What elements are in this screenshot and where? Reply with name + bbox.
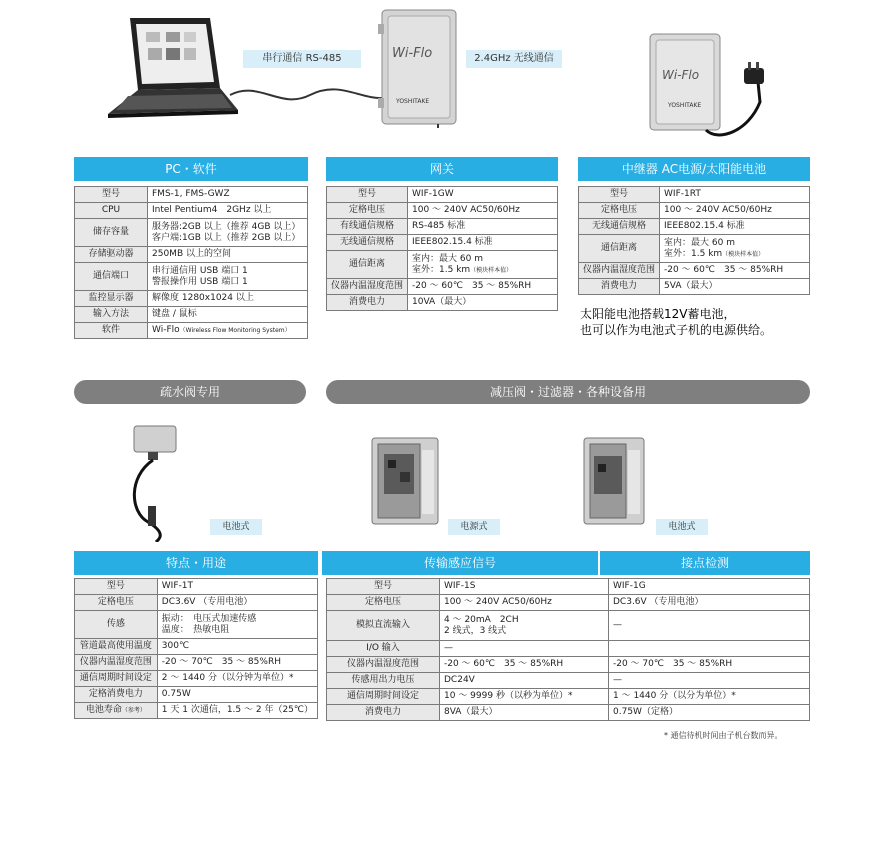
sensor-value: -20 ～ 60℃ 35 ～ 85%RH — [440, 657, 609, 673]
table-row — [327, 187, 558, 203]
relay-image — [648, 32, 772, 142]
spec-value: -20 ～ 60℃ 35 ～ 85%RH — [660, 263, 810, 279]
sensor-value: — — [440, 641, 609, 657]
sensor-contact-spec-table — [326, 578, 810, 721]
spec-key: 通信距离 — [327, 251, 408, 279]
spec-key: 储存容量 — [75, 219, 148, 247]
spec-value: WIF-1RT — [660, 187, 810, 203]
table-row — [75, 579, 318, 595]
spec-key: 型号 — [75, 187, 148, 203]
table-row — [75, 595, 318, 611]
trap-section-pill: 疏水阀专用 — [74, 380, 306, 404]
table-row — [327, 219, 558, 235]
spec-value: 室内：最大 60 m 室外：1.5 km（模块样本值） — [408, 251, 558, 279]
table-row — [75, 263, 308, 291]
pc-header: PC・软件 — [74, 157, 308, 181]
spec-value: 2 ～ 1440 分（以分钟为单位）* — [157, 671, 317, 687]
spec-key: 仪器内温湿度范围 — [579, 263, 660, 279]
spec-value: 解像度 1280x1024 以上 — [148, 291, 308, 307]
spec-key: 无线通信规格 — [327, 235, 408, 251]
spec-key: 仪器内温湿度范围 — [327, 657, 440, 673]
spec-key-note: （参考） — [121, 707, 146, 714]
spec-value: RS-485 标准 — [408, 219, 558, 235]
footnote: * 通信待机时间由子机台数而异。 — [664, 731, 783, 740]
table-row — [327, 235, 558, 251]
battery-unit-image — [582, 436, 646, 528]
spec-key: 型号 — [327, 187, 408, 203]
spec-key: 传感用出力电压 — [327, 673, 440, 689]
spec-value: 0.75W — [157, 687, 317, 703]
spec-key: 有线通信规格 — [327, 219, 408, 235]
spec-value: WIF-1GW — [408, 187, 558, 203]
spec-value: 100 ～ 240V AC50/60Hz — [408, 203, 558, 219]
spec-key: 无线通信规格 — [579, 219, 660, 235]
table-row — [327, 595, 810, 611]
gateway-brand: YOSHITAKE — [396, 98, 430, 105]
gateway-logo: Wi-Flo — [392, 46, 433, 61]
spec-key: 定格电压 — [579, 203, 660, 219]
spec-key: 传感 — [75, 611, 158, 639]
spec-key: 软件 — [75, 323, 148, 339]
spec-value: 1 天 1 次通信，1.5 ～ 2 年（25℃） — [157, 703, 317, 719]
spec-key: 消费电力 — [327, 295, 408, 311]
contact-value: — — [609, 673, 810, 689]
table-row — [75, 611, 318, 639]
contact-value: 0.75W（定格） — [609, 705, 810, 721]
gateway-spec-table — [326, 186, 558, 311]
spec-key: 定格电压 — [327, 203, 408, 219]
table-row — [327, 657, 810, 673]
spec-value: -20 ～ 60℃ 35 ～ 85%RH — [408, 279, 558, 295]
spec-value: 10VA（最大） — [408, 295, 558, 311]
contact-value: -20 ～ 70℃ 35 ～ 85%RH — [609, 657, 810, 673]
spec-key: 模拟直流输入 — [327, 611, 440, 641]
table-row — [327, 705, 810, 721]
spec-key: 监控显示器 — [75, 291, 148, 307]
table-row — [75, 219, 308, 247]
table-row — [327, 203, 558, 219]
spec-key: 定格电压 — [75, 595, 158, 611]
rs485-cable — [220, 70, 390, 130]
power-label: 电源式 — [448, 519, 500, 535]
spec-key: 管道最高使用温度 — [75, 639, 158, 655]
rs485-label: 串行通信 RS-485 — [243, 50, 361, 68]
power-unit-image — [370, 436, 440, 528]
battery-label-2: 电池式 — [656, 519, 708, 535]
table-row — [327, 673, 810, 689]
spec-key: 型号 — [75, 579, 158, 595]
table-row — [75, 187, 308, 203]
spec-value: 振动： 电压式加速传感 温度： 热敏电阻 — [157, 611, 317, 639]
spec-key: 型号 — [327, 579, 440, 595]
table-row — [579, 187, 810, 203]
table-row — [579, 235, 810, 263]
gateway-header: 网关 — [326, 157, 558, 181]
contact-value: — — [609, 611, 810, 641]
spec-value: 250MB 以上的空间 — [148, 247, 308, 263]
spec-key: 型号 — [579, 187, 660, 203]
contact-header: 接点检测 — [600, 551, 810, 575]
table-row — [75, 203, 308, 219]
spec-value: 室内：最大 60 m 室外：1.5 km（模块样本值） — [660, 235, 810, 263]
sensor-value: 100 ～ 240V AC50/60Hz — [440, 595, 609, 611]
spec-value: WIF-1T — [157, 579, 317, 595]
table-row — [327, 689, 810, 705]
wireless-label: 2.4GHz 无线通信 — [466, 50, 562, 68]
spec-key: 定格电压 — [327, 595, 440, 611]
sensor-value: DC24V — [440, 673, 609, 689]
spec-key: 通信周期时间设定 — [327, 689, 440, 705]
sensor-header: 传输感应信号 — [322, 551, 598, 575]
spec-value: 5VA（最大） — [660, 279, 810, 295]
contact-value: DC3.6V （专用电池） — [609, 595, 810, 611]
spec-key: 输入方法 — [75, 307, 148, 323]
spec-value: Intel Pentium4 2GHz 以上 — [148, 203, 308, 219]
relay-header: 中继器 AC电源/太阳能电池 — [578, 157, 810, 181]
sensor-value: 8VA（最大） — [440, 705, 609, 721]
table-row — [579, 263, 810, 279]
table-row — [75, 307, 308, 323]
spec-key: 定格消费电力 — [75, 687, 158, 703]
spec-key: 消费电力 — [327, 705, 440, 721]
battery-label-1: 电池式 — [210, 519, 262, 535]
relay-solar-note: 太阳能电池搭载12V蓄电池， 也可以作为电池式子机的电源供给。 — [580, 307, 773, 337]
spec-key: 仪器内温湿度范围 — [75, 655, 158, 671]
trap-sensor-image — [128, 422, 198, 542]
table-row — [75, 703, 318, 719]
spec-key: 存储驱动器 — [75, 247, 148, 263]
table-row — [75, 687, 318, 703]
pc-spec-table — [74, 186, 308, 339]
table-row — [327, 579, 810, 595]
spec-value: IEEE802.15.4 标准 — [408, 235, 558, 251]
spec-value-note: （Wireless Flow Monitoring System） — [179, 327, 291, 334]
spec-value: -20 ～ 70℃ 35 ～ 85%RH — [157, 655, 317, 671]
spec-key: 电池寿命（参考） — [75, 703, 158, 719]
table-row — [327, 279, 558, 295]
spec-value: 服务器:2GB 以上（推荐 4GB 以上） 客户端:1GB 以上（推荐 2GB 以上） — [148, 219, 308, 247]
spec-value: 300℃ — [157, 639, 317, 655]
sensor-value: 4 ～ 20mA 2CH 2 线式，3 线式 — [440, 611, 609, 641]
spec-key: 通信距离 — [579, 235, 660, 263]
spec-key: I/O 输入 — [327, 641, 440, 657]
table-row — [327, 641, 810, 657]
table-row — [75, 639, 318, 655]
sensor-value: 10 ～ 9999 秒（以秒为单位）* — [440, 689, 609, 705]
spec-key: 消费电力 — [579, 279, 660, 295]
table-row — [75, 323, 308, 339]
contact-value: 1 ～ 1440 分（以分为单位）* — [609, 689, 810, 705]
table-row — [327, 251, 558, 279]
sensor-value: WIF-1S — [440, 579, 609, 595]
table-row — [75, 655, 318, 671]
table-row — [579, 279, 810, 295]
relay-spec-table — [578, 186, 810, 295]
relay-brand: YOSHITAKE — [668, 102, 702, 109]
table-row — [75, 671, 318, 687]
spec-value: 键盘 / 鼠标 — [148, 307, 308, 323]
table-row — [327, 611, 810, 641]
spec-value: 串行通信用 USB 端口 1 警报操作用 USB 端口 1 — [148, 263, 308, 291]
laptop-image — [100, 10, 240, 122]
features-header: 特点・用途 — [74, 551, 318, 575]
relay-logo: Wi-Flo — [662, 68, 700, 82]
table-row — [579, 219, 810, 235]
gateway-image — [378, 8, 460, 128]
spec-value: FMS-1, FMS-GWZ — [148, 187, 308, 203]
table-row — [75, 247, 308, 263]
spec-value-note: （模块样本值） — [722, 250, 765, 258]
spec-key: CPU — [75, 203, 148, 219]
spec-value-note: （模块样本值） — [470, 266, 513, 274]
valves-section-pill: 减压阀・过滤器・各种设备用 — [326, 380, 810, 404]
spec-key: 仪器内温湿度范围 — [327, 279, 408, 295]
spec-value: DC3.6V （专用电池） — [157, 595, 317, 611]
spec-value: 100 ～ 240V AC50/60Hz — [660, 203, 810, 219]
table-row — [579, 203, 810, 219]
contact-value: WIF-1G — [609, 579, 810, 595]
spec-key: 通信端口 — [75, 263, 148, 291]
spec-value: IEEE802.15.4 标准 — [660, 219, 810, 235]
table-row — [75, 291, 308, 307]
spec-value: Wi-Flo（Wireless Flow Monitoring System） — [148, 323, 308, 339]
table-row — [327, 295, 558, 311]
trap-spec-table — [74, 578, 318, 719]
contact-value — [609, 641, 810, 657]
spec-key: 通信周期时间设定 — [75, 671, 158, 687]
